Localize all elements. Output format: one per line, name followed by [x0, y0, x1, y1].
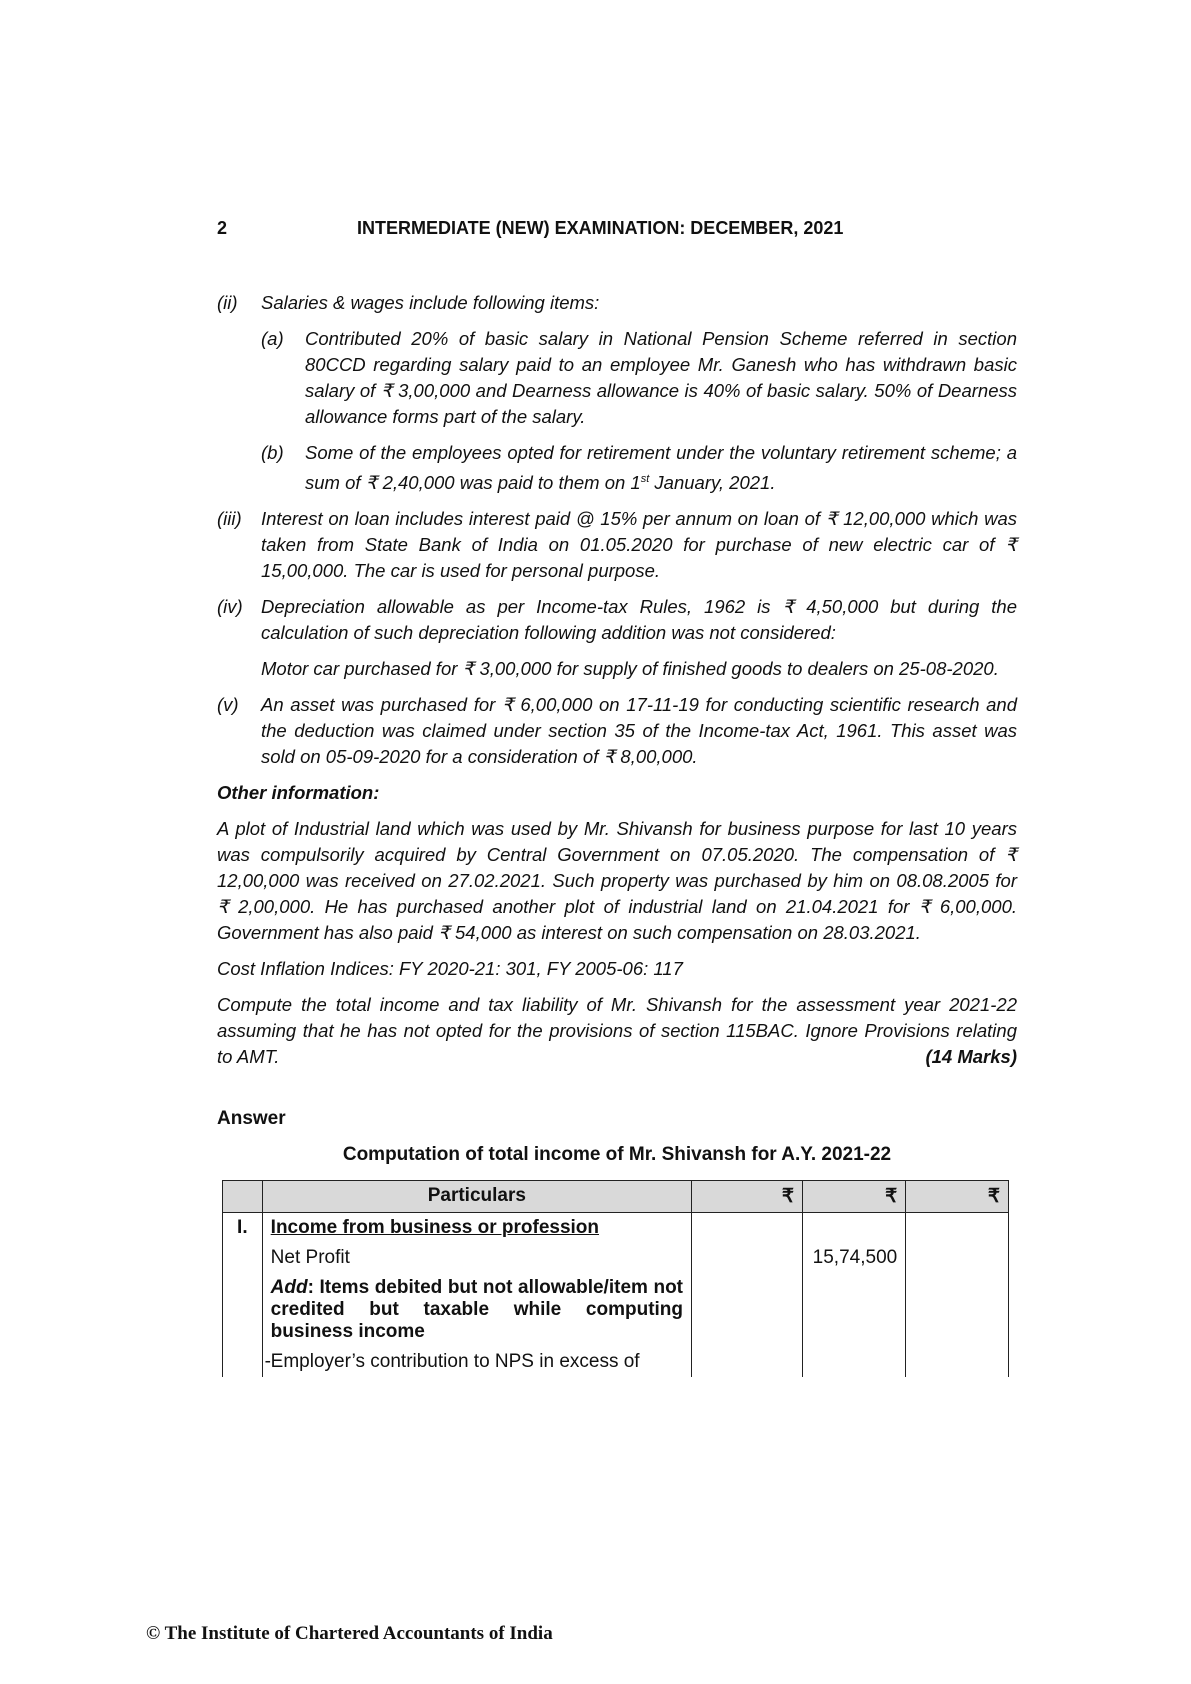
table-row [223, 1243, 1009, 1273]
cell-empty [802, 1213, 905, 1244]
net-profit-label: Net Profit [262, 1243, 691, 1273]
item-text: Salaries & wages include following items: [261, 292, 600, 313]
section-number: I. [223, 1213, 263, 1244]
table-row [223, 1347, 1009, 1377]
cell-empty [802, 1273, 905, 1347]
other-info-para: A plot of Industrial land which was used by Mr. Shivansh for business purpose for last 10 years was compulsorily acquired by Central Government on 07.05.2020. The compensation of ₹ 12,00,000 was received on 27.02.2021. Such property was purchased by him on 08.08.2005 for ₹ 2,00,000. He has purchased another plot of industrial land on 21.04.2021 for ₹ 6,00,000. Government has also paid ₹ 54,000 as interest on such compensation on 28.03.2021. [217, 818, 1017, 944]
subitem-text-end: January, 2021. [649, 472, 776, 494]
item-number: (iii) [217, 508, 242, 530]
subitem-number: (a) [261, 328, 284, 349]
table-title: Computation of total income of Mr. Shivansh for A.Y. 2021-22 [342, 1144, 892, 1165]
question-body [217, 290, 1017, 1080]
item-iv-extra: Motor car purchased for ₹ 3,00,000 for supply of finished goods to dealers on 25-08-2020. [261, 658, 999, 680]
item-ii [217, 290, 1017, 316]
add-text: : Items debited but not allowable/item not credited but taxable while computing business income [270, 1277, 684, 1342]
subitem-b [261, 440, 1017, 496]
cell-empty [906, 1243, 1009, 1273]
item-number: (iv) [217, 596, 243, 618]
subitem-number: (b) [261, 442, 284, 463]
cell-empty [692, 1273, 803, 1347]
cell-empty [692, 1213, 803, 1244]
item-v [217, 692, 1017, 770]
subitem-a [261, 326, 1017, 430]
cell-empty [223, 1273, 263, 1347]
header-rupee-3: ₹ [906, 1181, 1009, 1213]
superscript: st [640, 473, 650, 485]
table-row [223, 1273, 1009, 1347]
header-particulars: Particulars [262, 1181, 691, 1213]
page-number: 2 [217, 218, 228, 238]
cell-empty [223, 1243, 263, 1273]
item-text: Interest on loan includes interest paid @ 15% per annum on loan of ₹ 12,00,000 which was taken from State Bank of India on 01.05.2020 for purchase of new electric car of ₹ 15,00,000. The car is used for personal purpose. [261, 508, 1017, 582]
header-rupee-2: ₹ [802, 1181, 905, 1213]
subitem-text: Contributed 20% of basic salary in National Pension Scheme referred in section 80CCD regarding salary paid to an employee Mr. Ganesh who has withdrawn basic salary of ₹ 3,00,000 and Dearness allowance is 40% of basic salary. 50% of Dearness allowance forms part of the salary. [305, 328, 1017, 427]
computation-table [222, 1180, 1009, 1377]
nps-item [262, 1347, 691, 1377]
cost-inflation-para: Cost Inflation Indices: FY 2020-21: 301, FY 2005-06: 117 [217, 958, 683, 980]
answer-label: Answer [217, 1108, 286, 1129]
cell-empty [906, 1213, 1009, 1244]
section-title: Income from business or profession [262, 1213, 691, 1244]
header-blank [223, 1181, 263, 1213]
net-profit-value: 15,74,500 [802, 1243, 905, 1273]
item-text: Depreciation allowable as per Income-tax Rules, 1962 is ₹ 4,50,000 but during the calculation of such depreciation following addition was not considered: [261, 596, 1017, 644]
item-iii [217, 506, 1017, 584]
subitem-text: Some of the employees opted for retirement under the voluntary retirement scheme; a sum of ₹ 2,40,000 was paid to them on 1 [305, 442, 1017, 494]
cell-empty [906, 1273, 1009, 1347]
cell-empty [692, 1347, 803, 1377]
cell-empty [906, 1347, 1009, 1377]
add-items-label [262, 1273, 691, 1347]
add-word: Add [270, 1277, 308, 1298]
item-text: An asset was purchased for ₹ 6,00,000 on 17-11-19 for conducting scientific research and the deduction was claimed under section 35 of the Income-tax Act, 1961. This asset was sold on 05-09-2020 for a consideration of ₹ 8,00,000. [261, 694, 1017, 768]
marks-label: (14 Marks) [925, 1046, 1017, 1068]
table-row [223, 1213, 1009, 1244]
item-number: (ii) [217, 292, 238, 313]
instruction-text: Compute the total income and tax liability of Mr. Shivansh for the assessment year 2021-22 assuming that he has not opted for the provisions of section 115BAC. Ignore Provisions relating to AMT. [217, 994, 1017, 1068]
exam-title: INTERMEDIATE (NEW) EXAMINATION: DECEMBER, 2021 [357, 218, 844, 238]
nps-item-text: Employer’s contribution to NPS in excess of [270, 1351, 640, 1372]
cell-empty [223, 1347, 263, 1377]
other-info-heading: Other information: [217, 782, 380, 804]
cell-empty [802, 1347, 905, 1377]
dash-bullet: - [264, 1351, 271, 1372]
footer-copyright: © The Institute of Chartered Accountants of India [146, 1623, 553, 1644]
question-instruction [217, 992, 1017, 1070]
table-header-row [223, 1181, 1009, 1213]
item-number: (v) [217, 694, 239, 716]
header-rupee-1: ₹ [692, 1181, 803, 1213]
cell-empty [692, 1243, 803, 1273]
item-iv [217, 594, 1017, 646]
